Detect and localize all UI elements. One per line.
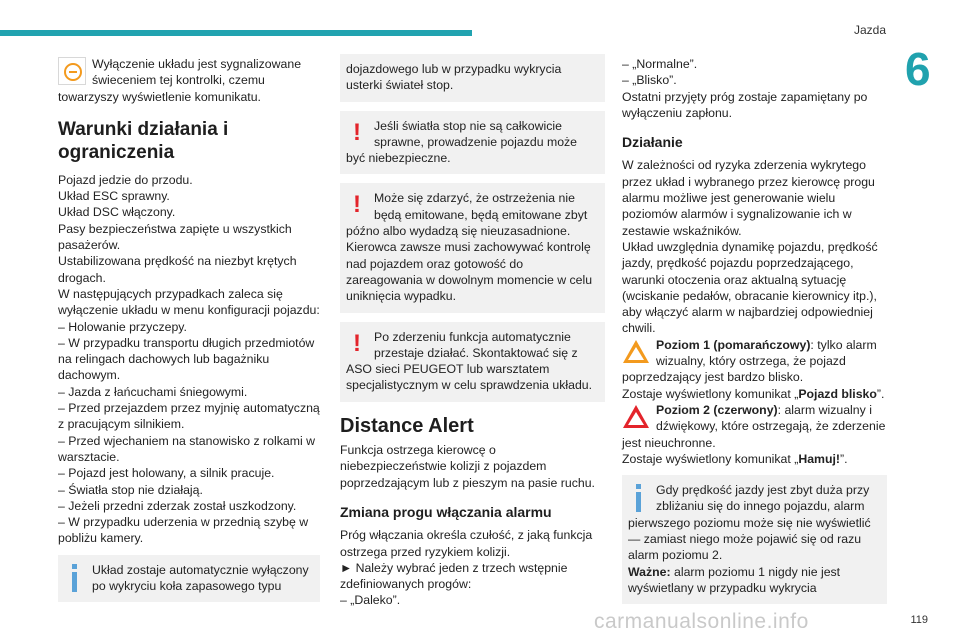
warning-text: Może się zdarzyć, że ostrzeżenia nie będą emitowane, będą emitowane zbyt późno albo wydadzą się nieuzasadnione. Kierowca zawsze musi zachowywać kontrolę nad pojazdem oraz gotowość do zareagowania w dowolnym momencie w celu uniknięcia wypadku. [346,191,593,304]
exclamation-icon: ! [353,191,361,219]
condition-item: – Jazda z łańcuchami śniegowymi. [58,384,248,399]
level-2-text: : alarm wizualny i dźwiękowy, które ostrzegają, że zderzenie jest nieuchronne. [622,402,886,450]
threshold-option-normal: – „Normalne”. [622,57,698,71]
level-1-msg-suffix: ”. [876,386,885,401]
lamp-text-line-3: towarzyszy wyświetlenie komunikatu. [58,89,261,104]
condition-item: – Jeżeli przedni zderzak został uszkodzony. [58,498,297,513]
threshold-memory-note: Ostatni przyjęty próg zostaje zapamiętany po wyłączeniu zapłonu. [622,89,868,120]
warning-text: Jeśli światła stop nie są całkowicie sprawne, prowadzenie pojazdu może być niebezpieczne. [346,118,578,166]
column-3 [622,56,887,613]
distance-alert-intro: Funkcja ostrzega kierowcę o niebezpieczeństwie kolizji z pojazdem poprzedzającym lub z pieszym na pasie ruchu. [340,443,595,490]
level-1-text: : tylko alarm wizualny, który ostrzega, że pojazd poprzedzający jest bardzo blisko. [622,337,877,385]
info-note-text: alarm poziomu 1 nigdy nie jest wyświetlany w przypadku wykrycia [628,564,841,595]
section-title: Jazda [853,23,886,37]
column-1 [58,56,320,611]
red-triangle-icon [622,403,650,431]
exclamation-icon: ! [353,118,361,146]
lamp-text-line-1: Wyłączenie układu jest sygnalizowane [92,57,302,71]
warning-lamp-icon [58,57,86,85]
page-number: 119 [910,614,928,626]
level-2-paragraph [622,402,887,467]
column-2 [340,56,605,609]
threshold-text: Próg włączania określa czułość, z jaką funkcja ostrzega przed ryzykiem kolizji. [340,528,593,559]
continued-info-box [340,54,605,102]
condition-item: Pojazd jedzie do przodu. [58,172,193,187]
top-accent-bar [0,30,472,36]
conditions-heading: Warunki działania i ograniczenia [58,118,229,163]
condition-item: – Światła stop nie działają. [58,482,203,497]
condition-item: W następujących przypadkach zaleca się wyłączenie układu w menu konfiguracji pojazdu: [58,286,320,318]
condition-item: – Holowanie przyczepy. [58,319,187,334]
condition-item: Układ DSC włączony. [58,205,176,220]
warning-text: Po zderzeniu funkcja automatycznie przestaje działać. Skontaktować się z ASO sieci PEUGEOT lub warsztatem specjalistycznym w celu sprawdzenia układu. [346,329,593,393]
exclamation-icon: ! [353,329,361,357]
lamp-text-line-2: świeceniem tej kontrolki, czemu [92,73,265,88]
threshold-instruction: ► Należy wybrać jeden z trzech wstępnie zdefiniowanych progów: [340,560,568,592]
threshold-option-far: – „Daleko”. [340,593,401,608]
operation-heading: Działanie [622,134,683,151]
condition-item: – Pojazd jest holowany, a silnik pracuje. [58,466,275,481]
spare-wheel-info-box [58,555,320,603]
threshold-option-near: – „Blisko”. [622,73,677,88]
level-2-msg-suffix: ”. [840,451,848,466]
operation-text-1: W zależności od ryzyka zderzenia wykrytego przez układ i wybranego przez kierowcę progu alarmu możliwe jest generowanie wielu poziomów alarmów i sygnalizowanie ich w zestawie wskaźników. [622,158,875,238]
speed-info-box [622,475,887,604]
warning-box-collision [340,322,605,402]
level-1-paragraph [622,337,887,402]
level-1-message: Pojazd blisko [798,386,877,401]
level-1-title: Poziom 1 (pomarańczowy) [656,337,811,352]
lamp-paragraph [58,56,320,105]
conditions-list [58,172,320,547]
level-2-msg-prefix: Zostaje wyświetlony komunikat „ [622,451,799,466]
info-box-text: Układ zostaje automatycznie wyłączony po wykryciu koła zapasowego typu [92,562,309,594]
condition-item: Układ ESC sprawny. [58,189,170,204]
info-icon [64,562,86,592]
level-2-message: Hamuj! [798,451,841,466]
level-2-title: Poziom 2 (czerwony) [656,402,778,417]
threshold-subheading: Zmiana progu włączania alarmu [340,503,552,520]
info-note-label: Ważne: [628,564,671,579]
condition-item: – W przypadku uderzenia w przednią szybę w pobliżu kamery. [58,515,309,546]
chapter-number: 6 [905,43,931,95]
condition-item: – W przypadku transportu długich przedmiotów na relingach dachowych lub bagażniku dachowym. [58,335,315,383]
distance-alert-heading: Distance Alert [340,414,474,437]
condition-item: Pasy bezpieczeństwa zapięte u wszystkich pasażerów. [58,221,292,253]
watermark: carmanualsonline.info [594,610,809,633]
condition-item: Ustabilizowana prędkość na niezbyt krętych drogach. [58,254,297,285]
condition-item: – Przed wjechaniem na stanowisko z rolkami w warsztacie. [58,433,315,464]
condition-item: – Przed przejazdem przez myjnię automatyczną z pracującym silnikiem. [58,401,320,432]
info-icon [628,482,650,512]
info-box-text: Gdy prędkość jazdy jest zbyt duża przy zbliżaniu się do innego pojazdu, alarm pierwszego poziomu może się nie wyświetlić — zamiast niego może pojawić się od razu alarm poziomu 2. [628,483,871,563]
operation-text-2: Układ uwzględnia dynamikę pojazdu, prędkość jazdy, prędkość pojazdu poprzedzającego, warunki otoczenia oraz aktualną sytuację (wciskanie pedałów, obracanie kierownicy itp.), aby włączyć alarm w najbardziej odpowiedniej chwili. [622,239,878,336]
warning-box-driver-control [340,183,605,312]
level-1-msg-prefix: Zostaje wyświetlony komunikat „ [622,386,799,401]
warning-box-stop-lights [340,111,605,175]
orange-triangle-icon [622,338,650,366]
continued-box-text: dojazdowego lub w przypadku wykrycia usterki świateł stop. [346,62,562,93]
